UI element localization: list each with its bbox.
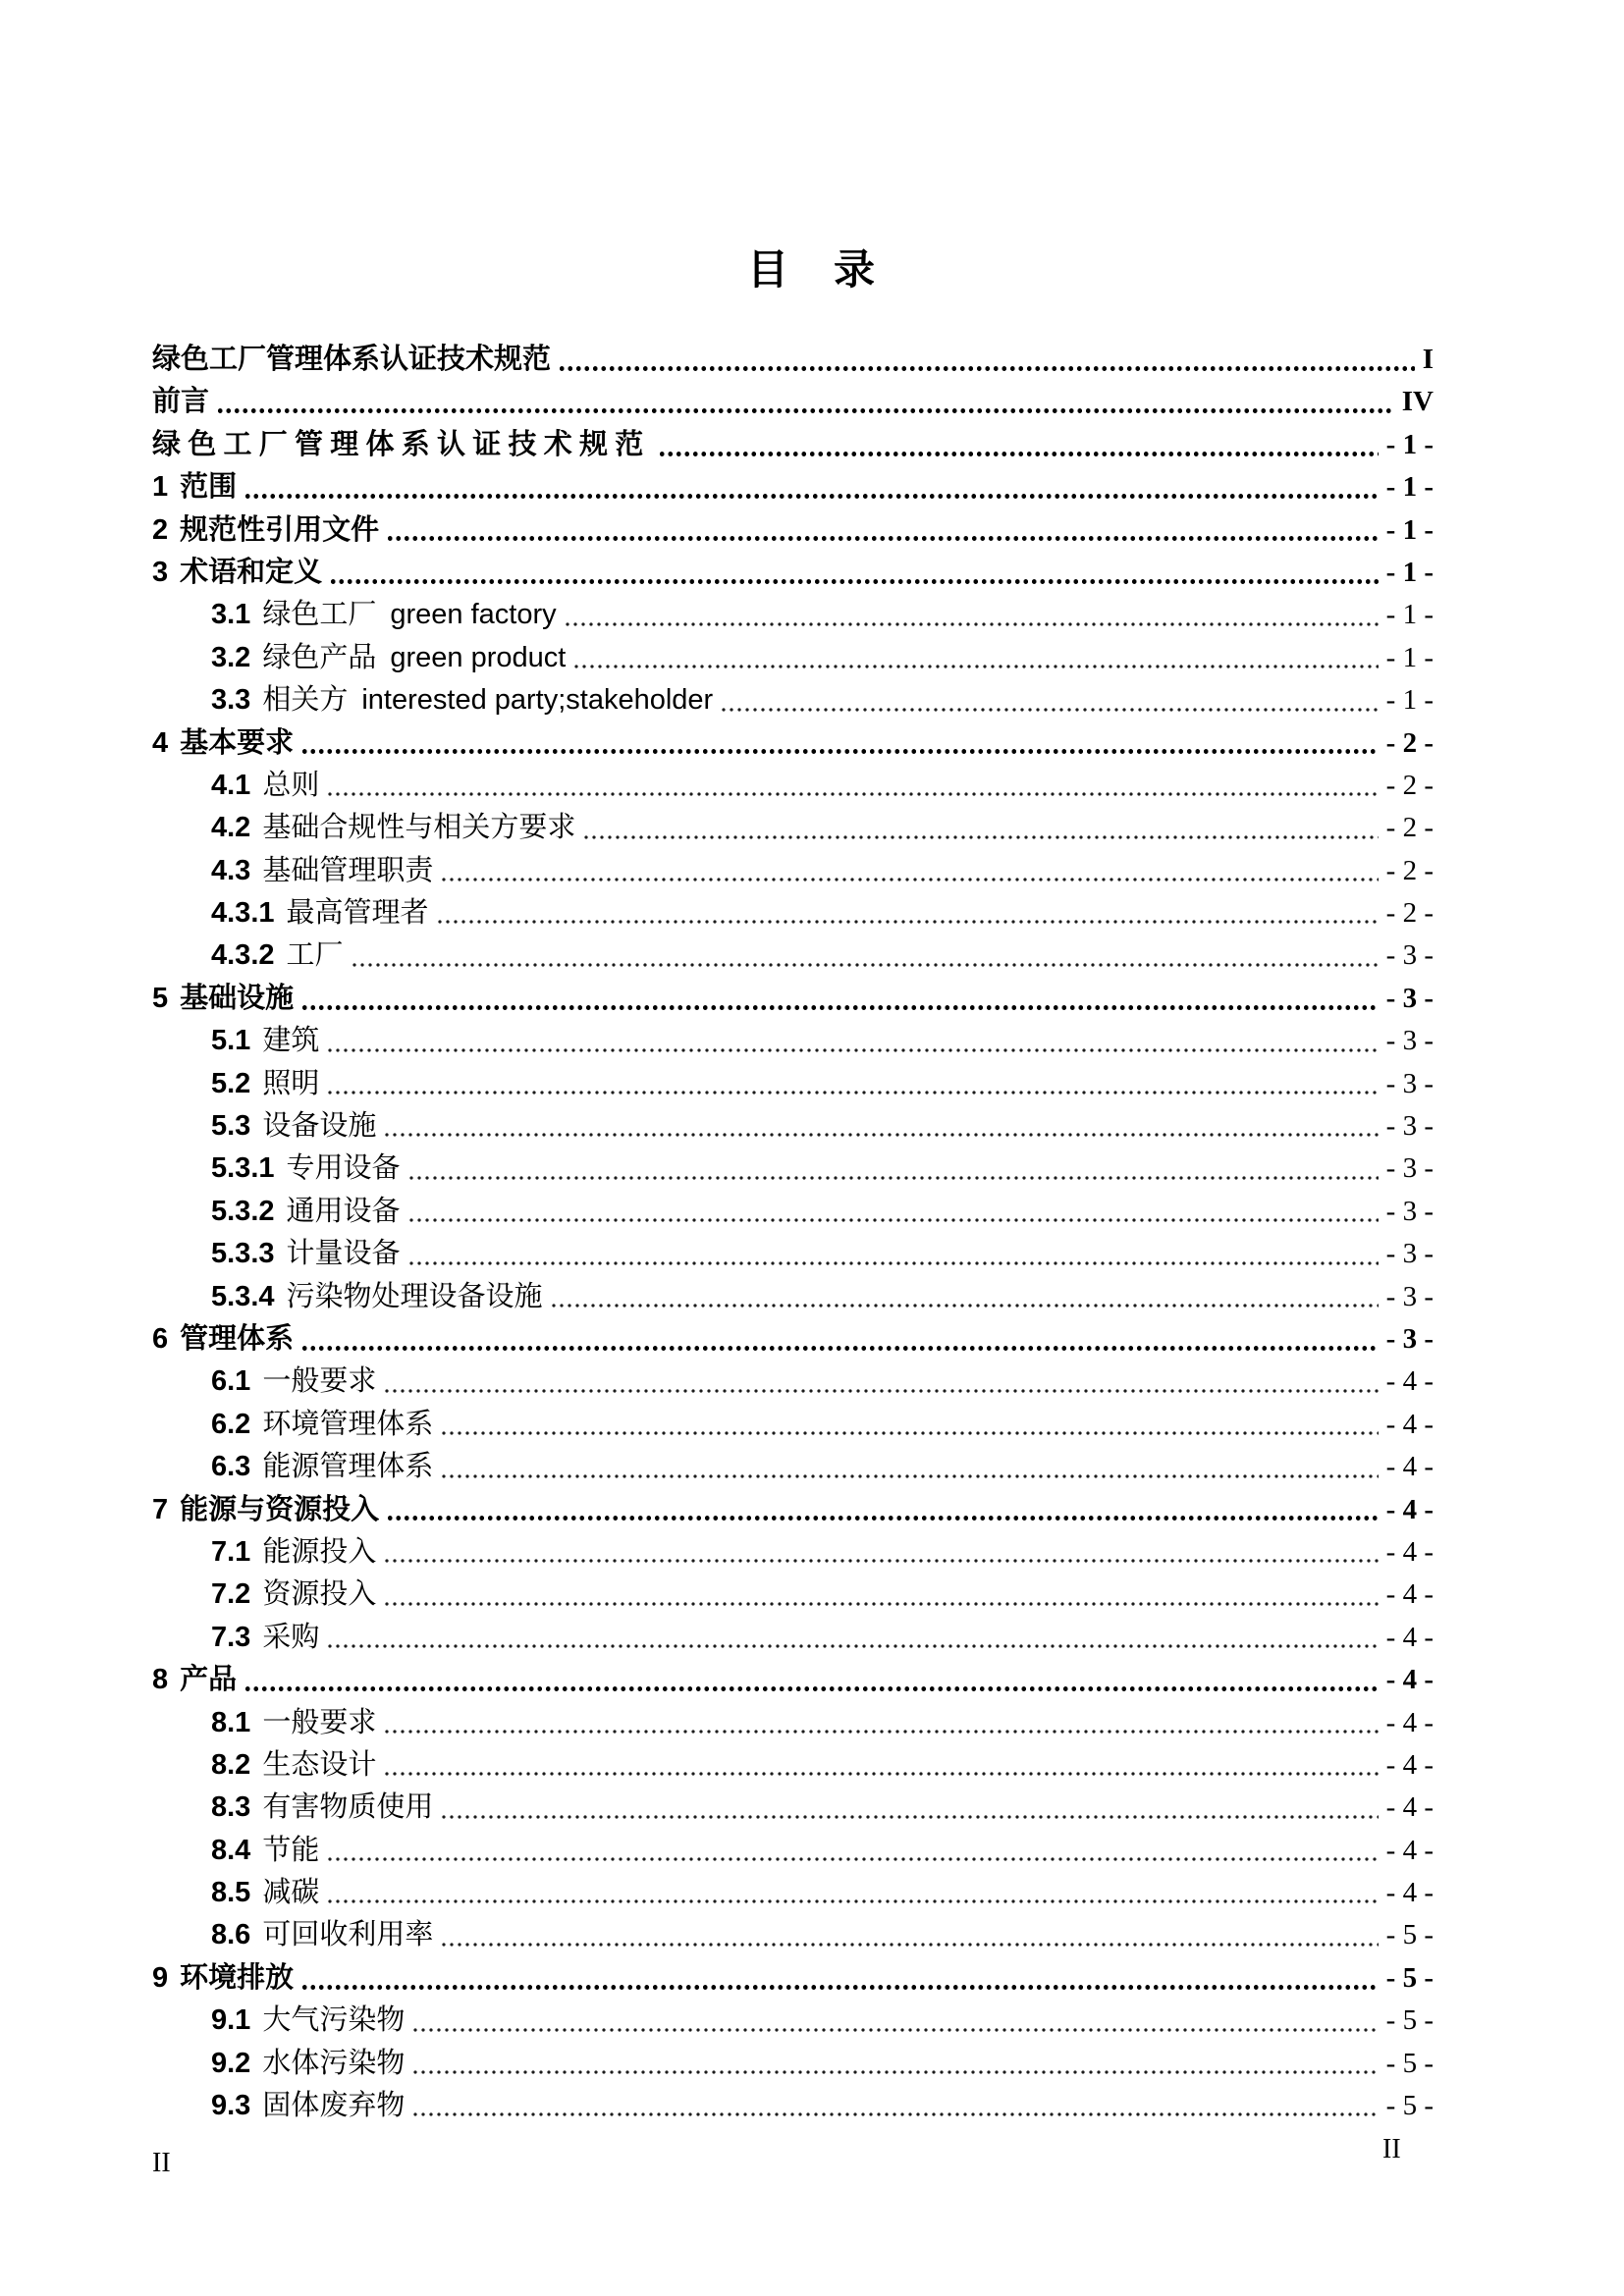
- toc-entry-page: - 4 -: [1385, 1664, 1434, 1696]
- toc-entry-label: 产品: [180, 1664, 238, 1696]
- toc-entry-number: 4.3.2: [211, 939, 275, 972]
- toc-leader-dots: [440, 1914, 1378, 1956]
- toc-entry-label: 术语和定义: [180, 556, 323, 588]
- toc-leader-dots: [440, 1446, 1378, 1488]
- toc-entry-number: 3.1: [211, 599, 251, 631]
- toc-entry-page: - 2 -: [1385, 812, 1434, 844]
- toc-entry-label: 环境排放: [180, 1961, 295, 1994]
- toc-entry-number: 5.3.1: [211, 1152, 275, 1185]
- toc-leader-dots: [383, 1361, 1378, 1403]
- toc-entry-number: 3.3: [211, 684, 251, 717]
- toc-entry: [152, 1659, 1434, 1701]
- toc-leader-dots: [326, 1020, 1378, 1062]
- toc-entry-label: 管理体系: [180, 1322, 295, 1355]
- toc-entry-number: 6.2: [211, 1408, 251, 1440]
- toc-entry-number: 3.2: [211, 641, 251, 673]
- footer-page-number-left: II: [152, 2148, 171, 2178]
- toc-entry: [152, 637, 1434, 679]
- toc-entry-number: 7.3: [211, 1621, 251, 1653]
- toc-entry-label: 固体废弃物: [262, 2090, 406, 2122]
- toc-leader-dots: [351, 934, 1379, 977]
- toc-entry-label: 最高管理者: [286, 897, 429, 930]
- toc-entry-label: 有害物质使用: [262, 1791, 434, 1824]
- toc-entry-number: 3: [152, 556, 169, 588]
- toc-entry: [152, 978, 1434, 1020]
- toc-entry-page: - 1 -: [1385, 513, 1434, 546]
- toc-leader-dots: [386, 509, 1379, 552]
- toc-entry: [152, 892, 1434, 934]
- toc-leader-dots: [411, 2085, 1378, 2127]
- toc-leader-dots: [411, 2043, 1378, 2085]
- toc-entry-page: - 5 -: [1385, 2090, 1434, 2122]
- toc-entry-label: 专用设备: [286, 1152, 401, 1185]
- toc-entry: [152, 1191, 1434, 1233]
- toc-entry-page: - 3 -: [1385, 1322, 1434, 1355]
- toc-entry-number: 8.5: [211, 1877, 251, 1909]
- toc-entry-label: 污染物处理设备设施: [286, 1280, 543, 1312]
- toc-entry: [152, 722, 1434, 765]
- toc-entry-number: 9.1: [211, 2004, 251, 2037]
- toc-leader-dots: [440, 1787, 1378, 1829]
- toc-entry: [152, 2000, 1434, 2042]
- toc-entry-page: - 1 -: [1385, 471, 1434, 504]
- toc-leader-dots: [216, 381, 1394, 423]
- toc-entry: [152, 1105, 1434, 1148]
- toc-entry-page: - 3 -: [1385, 939, 1434, 972]
- toc-entry-number: 8.3: [211, 1791, 251, 1824]
- toc-entry-label: 能源管理体系: [262, 1451, 434, 1483]
- toc-entry: [152, 552, 1434, 594]
- toc-entry: [152, 1830, 1434, 1872]
- toc-leader-dots: [383, 1574, 1378, 1616]
- toc-leader-dots: [407, 1191, 1379, 1233]
- toc-entry: [152, 1063, 1434, 1105]
- toc-leader-dots: [558, 339, 1415, 381]
- toc-leader-dots: [720, 679, 1378, 721]
- toc-entry-label-en: green product: [390, 641, 567, 673]
- toc-entry-label: 照明: [262, 1067, 320, 1099]
- toc-entry-number: 8: [152, 1664, 169, 1696]
- toc-leader-dots: [329, 552, 1379, 594]
- toc-leader-dots: [386, 1489, 1379, 1531]
- toc-entry-label: 可回收利用率: [262, 1919, 434, 1951]
- toc-leader-dots: [326, 765, 1378, 807]
- toc-entry: [152, 1702, 1434, 1744]
- toc-leader-dots: [383, 1744, 1378, 1787]
- toc-entry-label: 范围: [180, 471, 238, 504]
- toc-entry: [152, 2043, 1434, 2085]
- toc-entry-number: 4.2: [211, 812, 251, 844]
- toc-entry-page: - 5 -: [1385, 2047, 1434, 2079]
- toc-leader-dots: [564, 594, 1379, 636]
- toc-entry-page: - 5 -: [1385, 1919, 1434, 1951]
- toc-entry: [152, 1276, 1434, 1318]
- toc-leader-dots: [244, 1659, 1379, 1701]
- toc-leader-dots: [411, 2000, 1378, 2042]
- toc-entry: [152, 934, 1434, 977]
- footer-page-number-right: II: [1382, 2134, 1401, 2164]
- toc-entry: [152, 1744, 1434, 1787]
- toc-leader-dots: [326, 1617, 1378, 1659]
- toc-entry-label: 设备设施: [262, 1110, 377, 1143]
- toc-entry: [152, 381, 1434, 423]
- toc-entry: [152, 1531, 1434, 1574]
- toc-entry-page: - 5 -: [1385, 2004, 1434, 2037]
- toc-entry-label: 工厂: [286, 939, 344, 972]
- toc-entry: [152, 1404, 1434, 1446]
- toc-entry-label: 大气污染物: [262, 2004, 406, 2037]
- toc-leader-dots: [383, 1105, 1378, 1148]
- toc-entry: [152, 1489, 1434, 1531]
- toc-entry-label: 资源投入: [262, 1578, 377, 1611]
- toc-leader-dots: [300, 1957, 1379, 2000]
- toc-leader-dots: [582, 807, 1378, 849]
- toc-entry-label: 一般要求: [262, 1365, 377, 1398]
- toc-leader-dots: [300, 978, 1379, 1020]
- toc-entry: [152, 1361, 1434, 1403]
- toc-entry: [152, 466, 1434, 508]
- toc-entry-label: 计量设备: [286, 1238, 401, 1270]
- toc-leader-dots: [383, 1702, 1378, 1744]
- toc-list: [152, 339, 1434, 2127]
- toc-entry: [152, 594, 1434, 636]
- toc-leader-dots: [300, 1318, 1379, 1361]
- toc-entry-number: 8.2: [211, 1748, 251, 1781]
- toc-entry-page: - 1 -: [1385, 641, 1434, 673]
- toc-entry: [152, 1914, 1434, 1956]
- toc-entry-label: 水体污染物: [262, 2047, 406, 2079]
- toc-entry-number: 6: [152, 1322, 169, 1355]
- toc-leader-dots: [440, 1404, 1378, 1446]
- toc-entry-page: - 3 -: [1385, 1067, 1434, 1099]
- toc-entry-number: 7.1: [211, 1535, 251, 1568]
- toc-entry-label: 环境管理体系: [262, 1408, 434, 1440]
- toc-entry-number: 7: [152, 1493, 169, 1525]
- toc-entry-label: 相关方: [262, 684, 349, 717]
- toc-entry-label: 绿色工厂: [262, 599, 377, 631]
- toc-entry-number: 5.3.2: [211, 1195, 275, 1227]
- toc-entry-page: - 1 -: [1385, 684, 1434, 717]
- toc-entry-page: - 4 -: [1385, 1621, 1434, 1653]
- toc-entry-number: 5.2: [211, 1067, 251, 1099]
- toc-entry: [152, 1957, 1434, 2000]
- toc-entry: [152, 2085, 1434, 2127]
- toc-entry-number: 7.2: [211, 1578, 251, 1611]
- toc-entry-label: 一般要求: [262, 1706, 377, 1738]
- toc-entry-number: 5.1: [211, 1025, 251, 1057]
- toc-entry-page: - 3 -: [1385, 1195, 1434, 1227]
- toc-entry-number: 4.3: [211, 854, 251, 886]
- toc-entry: [152, 807, 1434, 849]
- toc-leader-dots: [436, 892, 1379, 934]
- toc-entry-page: - 4 -: [1385, 1791, 1434, 1824]
- toc-entry-page: - 4 -: [1385, 1408, 1434, 1440]
- toc-entry-number: 8.1: [211, 1706, 251, 1738]
- toc-leader-dots: [407, 1148, 1379, 1190]
- toc-entry-number: 9.2: [211, 2047, 251, 2079]
- toc-entry-page: - 4 -: [1385, 1535, 1434, 1568]
- toc-entry-number: 9: [152, 1961, 169, 1994]
- toc-entry-page: - 3 -: [1385, 1152, 1434, 1185]
- toc-entry: [152, 1574, 1434, 1616]
- toc-entry-number: 4: [152, 726, 169, 759]
- toc-entry-page: - 1 -: [1385, 556, 1434, 588]
- toc-entry: [152, 1020, 1434, 1062]
- toc-entry-page: - 1 -: [1385, 428, 1434, 460]
- toc-leader-dots: [550, 1276, 1379, 1318]
- toc-leader-dots: [383, 1531, 1378, 1574]
- toc-entry-label: 基本要求: [180, 726, 295, 759]
- toc-entry: [152, 1872, 1434, 1914]
- toc-entry-number: 9.3: [211, 2090, 251, 2122]
- toc-entry: [152, 1446, 1434, 1488]
- toc-leader-dots: [326, 1063, 1378, 1105]
- toc-entry-number: 6.3: [211, 1451, 251, 1483]
- toc-entry-page: - 4 -: [1385, 1706, 1434, 1738]
- toc-entry-label: 基础合规性与相关方要求: [262, 812, 576, 844]
- toc-entry-page: - 4 -: [1385, 1748, 1434, 1781]
- toc-entry-page: - 1 -: [1385, 599, 1434, 631]
- page-title: 目 录: [746, 248, 877, 294]
- toc-entry-page: - 4 -: [1385, 1493, 1434, 1525]
- toc-entry-page: I: [1422, 344, 1434, 375]
- toc-entry-label: 前言: [152, 386, 210, 418]
- toc-entry-label: 采购: [262, 1621, 320, 1653]
- toc-leader-dots: [326, 1872, 1378, 1914]
- toc-entry-number: 4.3.1: [211, 897, 275, 930]
- toc-entry-page: - 4 -: [1385, 1877, 1434, 1909]
- toc-entry: [152, 1148, 1434, 1190]
- toc-entry-label-en: interested party;stakeholder: [361, 684, 714, 717]
- toc-entry-number: 8.6: [211, 1919, 251, 1951]
- toc-entry: [152, 765, 1434, 807]
- toc-entry-page: - 4 -: [1385, 1578, 1434, 1611]
- toc-entry-label: 规范性引用文件: [180, 513, 380, 546]
- toc-entry-page: - 3 -: [1385, 1110, 1434, 1143]
- toc-entry: [152, 1787, 1434, 1829]
- toc-entry-number: 4.1: [211, 769, 251, 801]
- toc-entry: [152, 509, 1434, 552]
- toc-entry-label: 建筑: [262, 1025, 320, 1057]
- toc-entry-label-en: green factory: [390, 599, 557, 631]
- toc-entry-page: - 2 -: [1385, 726, 1434, 759]
- toc-entry-page: - 3 -: [1385, 1280, 1434, 1312]
- toc-entry-label: 通用设备: [286, 1195, 401, 1227]
- toc-entry-page: - 2 -: [1385, 897, 1434, 930]
- toc-entry: [152, 1318, 1434, 1361]
- toc-entry-page: - 4 -: [1385, 1451, 1434, 1483]
- toc-entry-page: - 3 -: [1385, 982, 1434, 1014]
- toc-entry-page: IV: [1401, 386, 1434, 418]
- toc-entry-page: - 2 -: [1385, 769, 1434, 801]
- toc-entry-label: 能源投入: [262, 1535, 377, 1568]
- toc-entry-label: 减碳: [262, 1877, 320, 1909]
- toc-entry-page: - 5 -: [1385, 1961, 1434, 1994]
- toc-leader-dots: [572, 637, 1378, 679]
- toc-entry-page: - 3 -: [1385, 1025, 1434, 1057]
- toc-entry-number: 5.3.3: [211, 1238, 275, 1270]
- toc-entry: [152, 1617, 1434, 1659]
- toc-entry-label: 基础管理职责: [262, 854, 434, 886]
- toc-entry-page: - 2 -: [1385, 854, 1434, 886]
- toc-entry-number: 1: [152, 471, 169, 504]
- toc-leader-dots: [440, 850, 1378, 892]
- toc-leader-dots: [244, 466, 1379, 508]
- toc-entry-number: 2: [152, 513, 169, 546]
- toc-entry-page: - 3 -: [1385, 1238, 1434, 1270]
- toc-entry-label: 节能: [262, 1834, 320, 1866]
- toc-entry-number: 8.4: [211, 1834, 251, 1866]
- toc-entry: [152, 850, 1434, 892]
- toc-entry-label: 总则: [262, 769, 320, 801]
- toc-entry: [152, 339, 1434, 381]
- toc-entry-page: - 4 -: [1385, 1834, 1434, 1866]
- toc-leader-dots: [658, 424, 1379, 466]
- toc-entry-label: 基础设施: [180, 982, 295, 1014]
- toc-leader-dots: [326, 1830, 1378, 1872]
- toc-entry: [152, 424, 1434, 466]
- toc-entry-number: 5.3: [211, 1110, 251, 1143]
- toc-entry-number: 5.3.4: [211, 1280, 275, 1312]
- toc-leader-dots: [300, 722, 1379, 765]
- toc-entry: [152, 679, 1434, 721]
- toc-entry-label: 绿色工厂管理体系认证技术规范: [152, 428, 651, 460]
- toc-entry-label: 绿色工厂管理体系认证技术规范: [152, 344, 552, 375]
- toc-entry-label: 绿色产品: [262, 641, 377, 673]
- toc-entry-label: 生态设计: [262, 1748, 377, 1781]
- toc-leader-dots: [407, 1233, 1379, 1275]
- toc-entry-number: 6.1: [211, 1365, 251, 1398]
- toc-entry-number: 5: [152, 982, 169, 1014]
- toc-entry-label: 能源与资源投入: [180, 1493, 380, 1525]
- toc-entry: [152, 1233, 1434, 1275]
- toc-entry-page: - 4 -: [1385, 1365, 1434, 1398]
